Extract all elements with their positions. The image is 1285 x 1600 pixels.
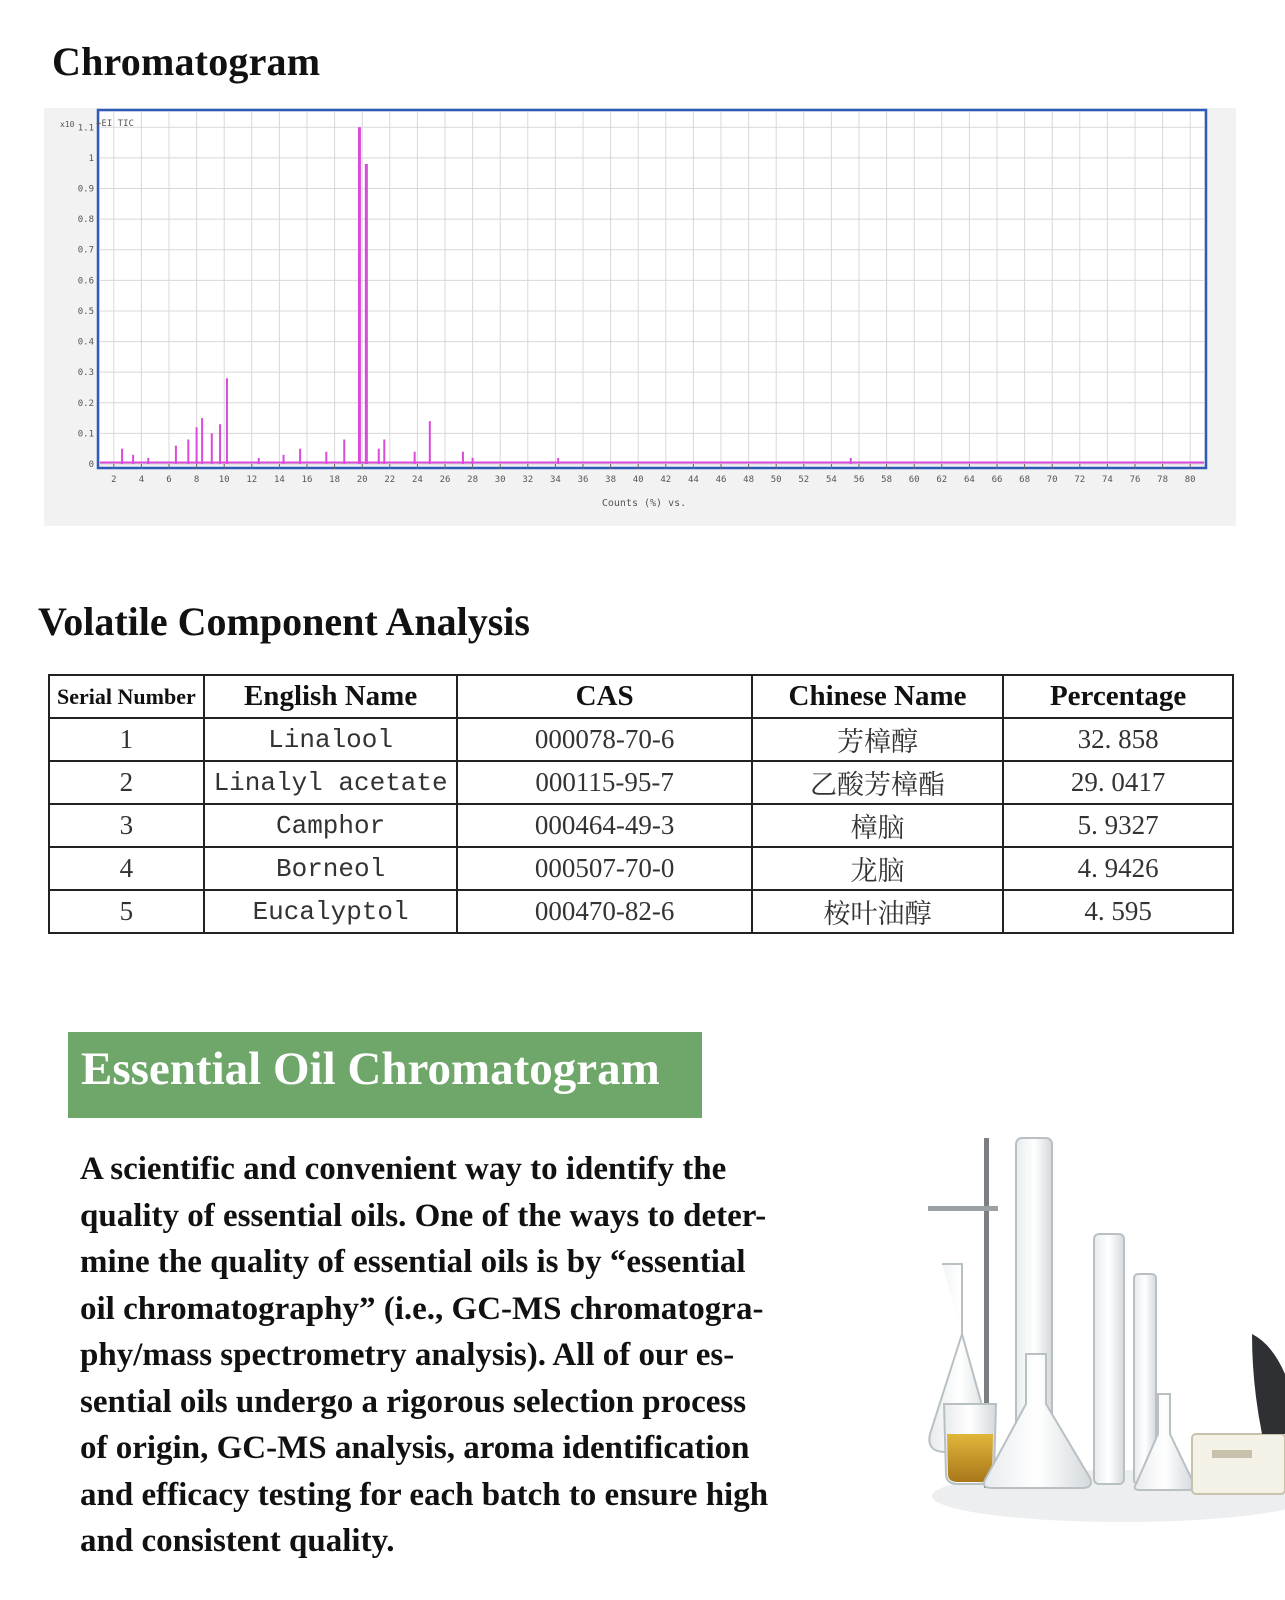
x-tick-label: 64 [963,475,975,485]
x-tick-label: 50 [770,475,782,485]
x-tick-label: 22 [384,475,396,485]
cell-serial: 3 [49,804,204,847]
x-tick-label: 24 [411,475,423,485]
essential-oil-banner [68,1032,702,1118]
x-tick-label: 20 [356,475,368,485]
paragraph-line: and consistent quality. [80,1523,395,1559]
x-tick-label: 46 [715,475,727,485]
table-row [49,847,1233,890]
y-tick-label: 0.3 [77,368,94,379]
chart-grid [100,112,1204,464]
cell-percentage: 29. 0417 [1003,761,1233,804]
table-row [49,804,1233,847]
cell-chinese: 龙脑 [752,847,1004,890]
y-tick-label: 0.7 [77,245,94,256]
x-tick-label: 60 [908,475,920,485]
x-tick-label: 38 [605,475,617,485]
y-tick-label: 0.8 [77,215,94,226]
cell-chinese: 乙酸芳樟酯 [752,761,1004,804]
chromatogram-title: Chromatogram [52,39,321,84]
cell-percentage: 4. 9426 [1003,847,1233,890]
paragraph-line: and efficacy testing for each batch to ensure high [80,1476,769,1513]
paragraph-line: phy/mass spectrometry analysis). All of our es- [80,1337,735,1373]
chromatogram-svg [44,108,1236,526]
cell-english: Eucalyptol [204,890,458,933]
volatile-title: Volatile Component Analysis [38,599,530,644]
x-tick-label: 56 [853,475,865,485]
y-tick-label: 0.4 [77,337,94,348]
x-tick-label: 6 [166,475,172,485]
y-tick-label: 0.1 [77,429,94,440]
x-tick-label: 52 [798,475,810,485]
x-tick-label: 40 [632,475,644,485]
x-tick-label: 8 [193,475,200,485]
paragraph-line: mine the quality of essential oils is by “essential [80,1244,746,1280]
x-tick-label: 72 [1074,475,1086,485]
component-table [48,674,1234,934]
table-row [49,890,1233,933]
cell-cas: 000078-70-6 [457,718,751,761]
cell-chinese: 樟脑 [752,804,1004,847]
x-tick-label: 18 [329,475,341,485]
x-tick-label: 76 [1129,475,1141,485]
cell-serial: 2 [49,761,204,804]
lab-glassware-icon [922,1134,1285,1534]
cell-english: Camphor [204,804,458,847]
cell-percentage: 4. 595 [1003,890,1233,933]
x-tick-label: 32 [522,475,534,485]
x-tick-label: 4 [138,475,145,485]
x-tick-label: 70 [1046,475,1058,485]
banner-title: Essential Oil Chromatogram [81,1043,660,1095]
paragraph-line: quality of essential oils. One of the ways to deter- [80,1197,767,1234]
x-tick-label: 34 [549,475,561,485]
paragraph-line: A scientific and convenient way to identify the [80,1151,727,1187]
cell-cas: 000470-82-6 [457,890,751,933]
cell-english: Borneol [204,847,458,890]
cell-cas: 000464-49-3 [457,804,751,847]
table-header-row [49,675,1233,718]
header-percentage: Percentage [1003,675,1233,718]
cell-serial: 5 [49,890,204,933]
y-tick-label: 0 [88,460,94,470]
plot-area [100,112,1204,464]
cell-english: Linalool [204,718,458,761]
table-row [49,718,1233,761]
x-tick-label: 12 [246,475,258,485]
y-tick-label: 0.6 [77,276,94,287]
x-tick-label: 78 [1157,475,1169,485]
x-tick-label: 26 [439,475,451,485]
x-tick-label: 16 [301,475,313,485]
x-tick-label: 2 [111,475,117,485]
x-tick-label: 44 [687,475,699,485]
y-tick-label: 0.5 [77,306,94,317]
x-tick-label: 54 [825,475,837,485]
paragraph-line: of origin, GC-MS analysis, aroma identification [80,1430,750,1466]
x-tick-label: 30 [494,475,506,485]
header-english: English Name [204,675,458,718]
x-tick-label: 66 [991,475,1003,485]
paragraph-line: sential oils undergo a rigorous selection process [80,1383,747,1420]
table-row [49,761,1233,804]
x-tick-label: 48 [743,475,755,485]
x-tick-label: 62 [936,475,948,485]
x-tick-label: 42 [660,475,672,485]
x-tick-label: 36 [577,475,589,485]
header-cas: CAS [457,675,751,718]
x-tick-label: 74 [1101,475,1113,485]
x-tick-label: 28 [467,475,479,485]
cell-percentage: 5. 9327 [1003,804,1233,847]
cell-cas: 000115-95-7 [457,761,751,804]
lab-glassware-illustration [922,1134,1285,1534]
header-chinese: Chinese Name [752,675,1004,718]
y-tick-labels [78,123,94,470]
x-tick-label: 68 [1019,475,1031,485]
cell-cas: 000507-70-0 [457,847,751,890]
x-tick-label: 14 [273,475,285,485]
cell-english: Linalyl acetate [204,761,458,804]
chromatogram-chart [44,108,1236,526]
y-tick-label: 1.1 [77,123,94,134]
cell-chinese: 芳樟醇 [752,718,1004,761]
y-multiplier-label: x10 [60,120,75,129]
cell-serial: 4 [49,847,204,890]
cell-chinese: 桉叶油醇 [752,890,1004,933]
y-tick-label: 1 [88,153,94,164]
header-serial: Serial Number [49,675,204,718]
panel-label: +EI TIC [96,119,134,129]
y-tick-label: 0.9 [77,184,94,195]
description-paragraph [80,1146,880,1565]
paragraph-line: oil chromatography” (i.e., GC-MS chromatogra- [80,1290,764,1327]
x-tick-label: 80 [1184,475,1196,485]
x-axis-label: Counts (%) vs. [601,498,687,509]
cell-percentage: 32. 858 [1003,718,1233,761]
x-tick-label: 10 [218,475,230,485]
cell-serial: 1 [49,718,204,761]
x-tick-label: 58 [881,475,893,485]
y-tick-label: 0.2 [77,398,94,409]
